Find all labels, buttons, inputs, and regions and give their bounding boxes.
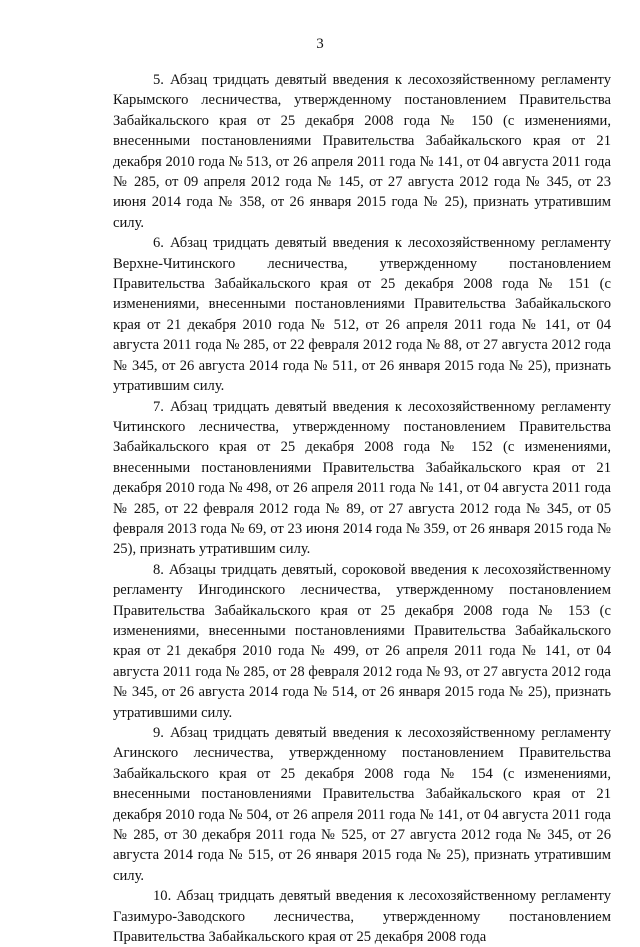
paragraph-8: 8. Абзацы тридцать девятый, сороковой введения к лесохозяйственному регламенту Ингодинского лесничества, утвержденному постановлением Правительства Забайкальского края от 25 декабря 2008 года № 153 (с изменениями, внесенными постановлениями Правительства Забайкальского края от 21 декабря 2010 года № 499, от 26 апреля 2011 года № 141, от 04 августа 2011 года № 285, от 28 февраля 2012 года № 93, от 27 августа 2012 года № 345, от 26 августа 2014 года № 514, от 26 января 2015 года № 25), признать утратившими силу. bbox=[113, 561, 611, 721]
paragraph-9: 9. Абзац тридцать девятый введения к лесохозяйственному регламенту Агинского лесничества, утвержденному постановлением Правительства Забайкальского края от 25 декабря 2008 года № 154 (с изменениями, внесенными постановлениями Правительства Забайкальского края от 21 декабря 2010 года № 504, от 26 апреля 2011 года № 141, от 04 августа 2011 года № 285, от 30 декабря 2011 года № 525, от 27 августа 2012 года № 345, от 26 августа 2014 года № 515, от 26 января 2015 года № 25), признать утратившим силу. bbox=[113, 725, 611, 884]
paragraph-5: 5. Абзац тридцать девятый введения к лесохозяйственному регламенту Карымского лесничества, утвержденному постановлением Правительства Забайкальского края от 25 декабря 2008 года № 150 (с изменениями, внесенными постановлениями Правительства Забайкальского края от 21 декабря 2010 года № 513, от 26 апреля 2011 года № 141, от 04 августа 2011 года № 285, от 09 апреля 2012 года № 145, от 27 августа 2012 года № 345, от 23 июня 2014 года № 358, от 26 января 2015 года № 25), признать утратившим силу. bbox=[113, 72, 611, 231]
paragraph-10: 10. Абзац тридцать девятый введения к лесохозяйственному регламенту Газимуро-Заводского лесничества, утвержденному постановлением Правительства Забайкальского края от 25 декабря 2008 года bbox=[113, 888, 611, 946]
paragraph-6: 6. Абзац тридцать девятый введения к лесохозяйственному регламенту Верхне-Читинского лесничества, утвержденному постановлением Правительства Забайкальского края от 25 декабря 2008 года № 151 (с изменениями, внесенными постановлениями Правительства Забайкальского края от 21 декабря 2010 года № 512, от 26 апреля 2011 года № 141, от 04 августа 2011 года № 285, от 22 февраля 2012 года № 88, от 27 августа 2012 года № 345, от 26 августа 2014 года № 511, от 26 января 2015 года № 25), признать утратившим силу. bbox=[113, 235, 611, 395]
document-body bbox=[113, 70, 611, 947]
paragraph-7: 7. Абзац тридцать девятый введения к лесохозяйственному регламенту Читинского лесничества, утвержденному постановлением Правительства Забайкальского края от 25 декабря 2008 года № 152 (с изменениями, внесенными постановлениями Правительства Забайкальского края от 21 декабря 2010 года № 498, от 26 апреля 2011 года № 141, от 04 августа 2011 года № 285, от 22 февраля 2012 года № 89, от 27 августа 2012 года № 345, от 05 февраля 2013 года № 69, от 23 июня 2014 года № 359, от 26 января 2015 года № 25), признать утратившим силу. bbox=[113, 398, 611, 558]
page-number: 3 bbox=[316, 36, 324, 52]
